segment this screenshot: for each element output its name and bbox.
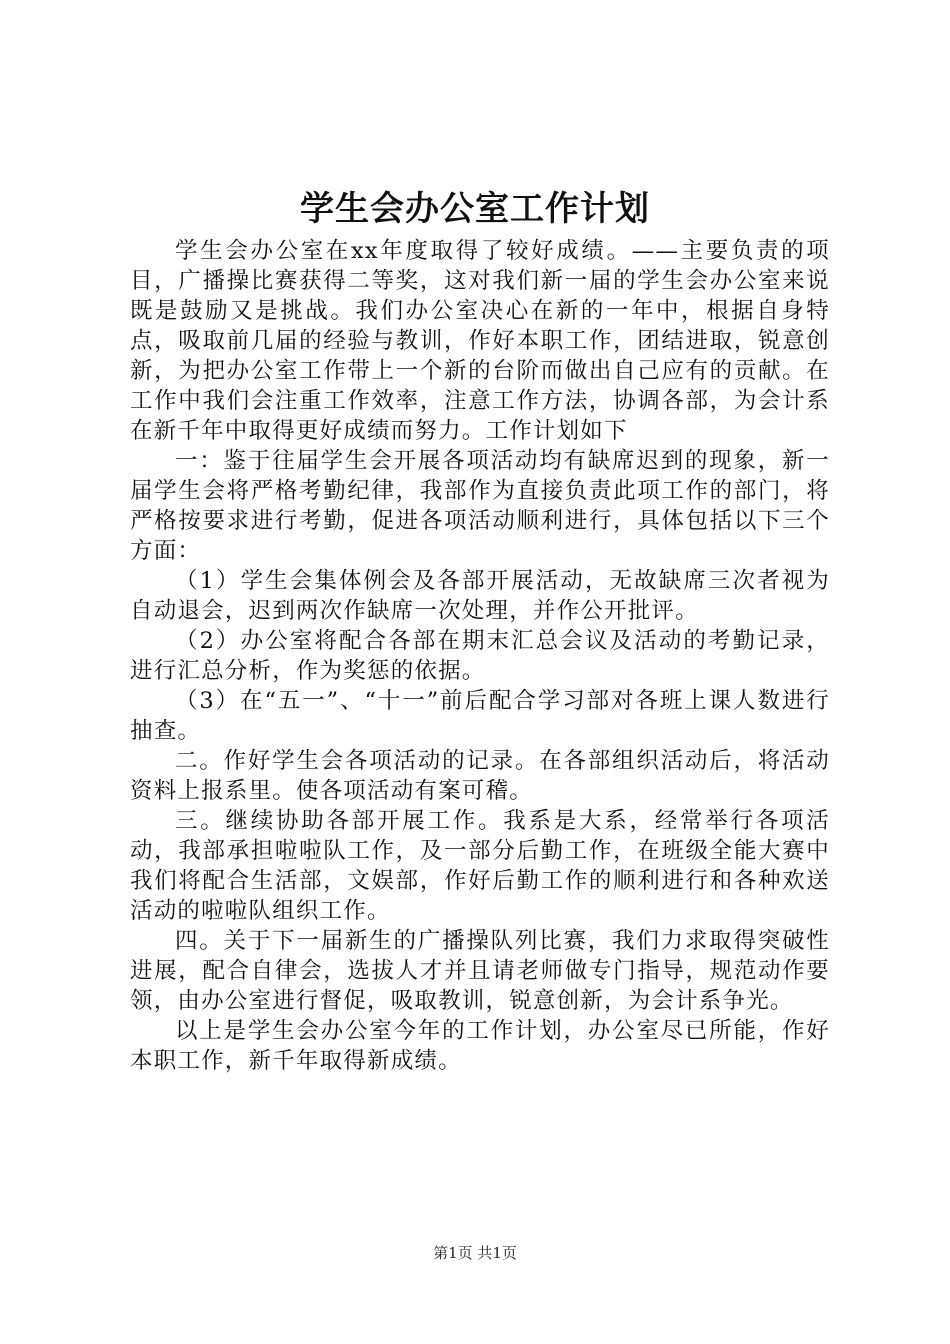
document-body [130,236,830,1076]
paragraph-item-four: 四。关于下一届新生的广播操队列比赛，我们力求取得突破性进展，配合自律会，选拔人才并且请老师做专门指导，规范动作要领，由办公室进行督促，吸取教训，锐意创新，为会计系争光。 [130,928,830,1014]
document-title: 学生会办公室工作计划 [300,189,650,229]
paragraph-item-three: 三。继续协助各部开展工作。我系是大系，经常举行各项活动，我部承担啦啦队工作，及一部分后勤工作，在班级全能大赛中我们将配合生活部，文娱部，作好后勤工作的顺利进行和各种欢送活动的啦啦队组织工作。 [130,808,830,924]
paragraph-intro: 学生会办公室在xx年度取得了较好成绩。——主要负责的项目，广播操比赛获得二等奖，这对我们新一届的学生会办公室来说既是鼓励又是挑战。我们办公室决心在新的一年中，根据自身特点，吸取前几届的经验与教训，作好本职工作，团结进取，锐意创新，为把办公室工作带上一个新的台阶而做出自己应有的贡献。在工作中我们会注重工作效率，注意工作方法，协调各部，为会计系在新千年中取得更好成绩而努力。工作计划如下 [130,238,830,444]
paragraph-subitem-1: （1）学生会集体例会及各部开展活动，无故缺席三次者视为自动退会，迟到两次作缺席一次处理，并作公开批评。 [130,568,830,624]
paragraph-subitem-2: （2）办公室将配合各部在期末汇总会议及活动的考勤记录，进行汇总分析，作为奖惩的依据。 [130,628,830,684]
paragraph-subitem-3: （3）在“五一”、“十一”前后配合学习部对各班上课人数进行抽查。 [130,688,830,744]
paragraph-item-one: 一：鉴于往届学生会开展各项活动均有缺席迟到的现象，新一届学生会将严格考勤纪律，我部作为直接负责此项工作的部门，将严格按要求进行考勤，促进各项活动顺利进行，具体包括以下三个方面： [130,448,830,564]
page-footer: 第1页 共1页 [433,1244,517,1262]
paragraph-conclusion: 以上是学生会办公室今年的工作计划，办公室尽已所能，作好本职工作，新千年取得新成绩。 [130,1018,830,1074]
paragraph-item-two: 二。作好学生会各项活动的记录。在各部组织活动后，将活动资料上报系里。使各项活动有案可稽。 [130,748,830,804]
